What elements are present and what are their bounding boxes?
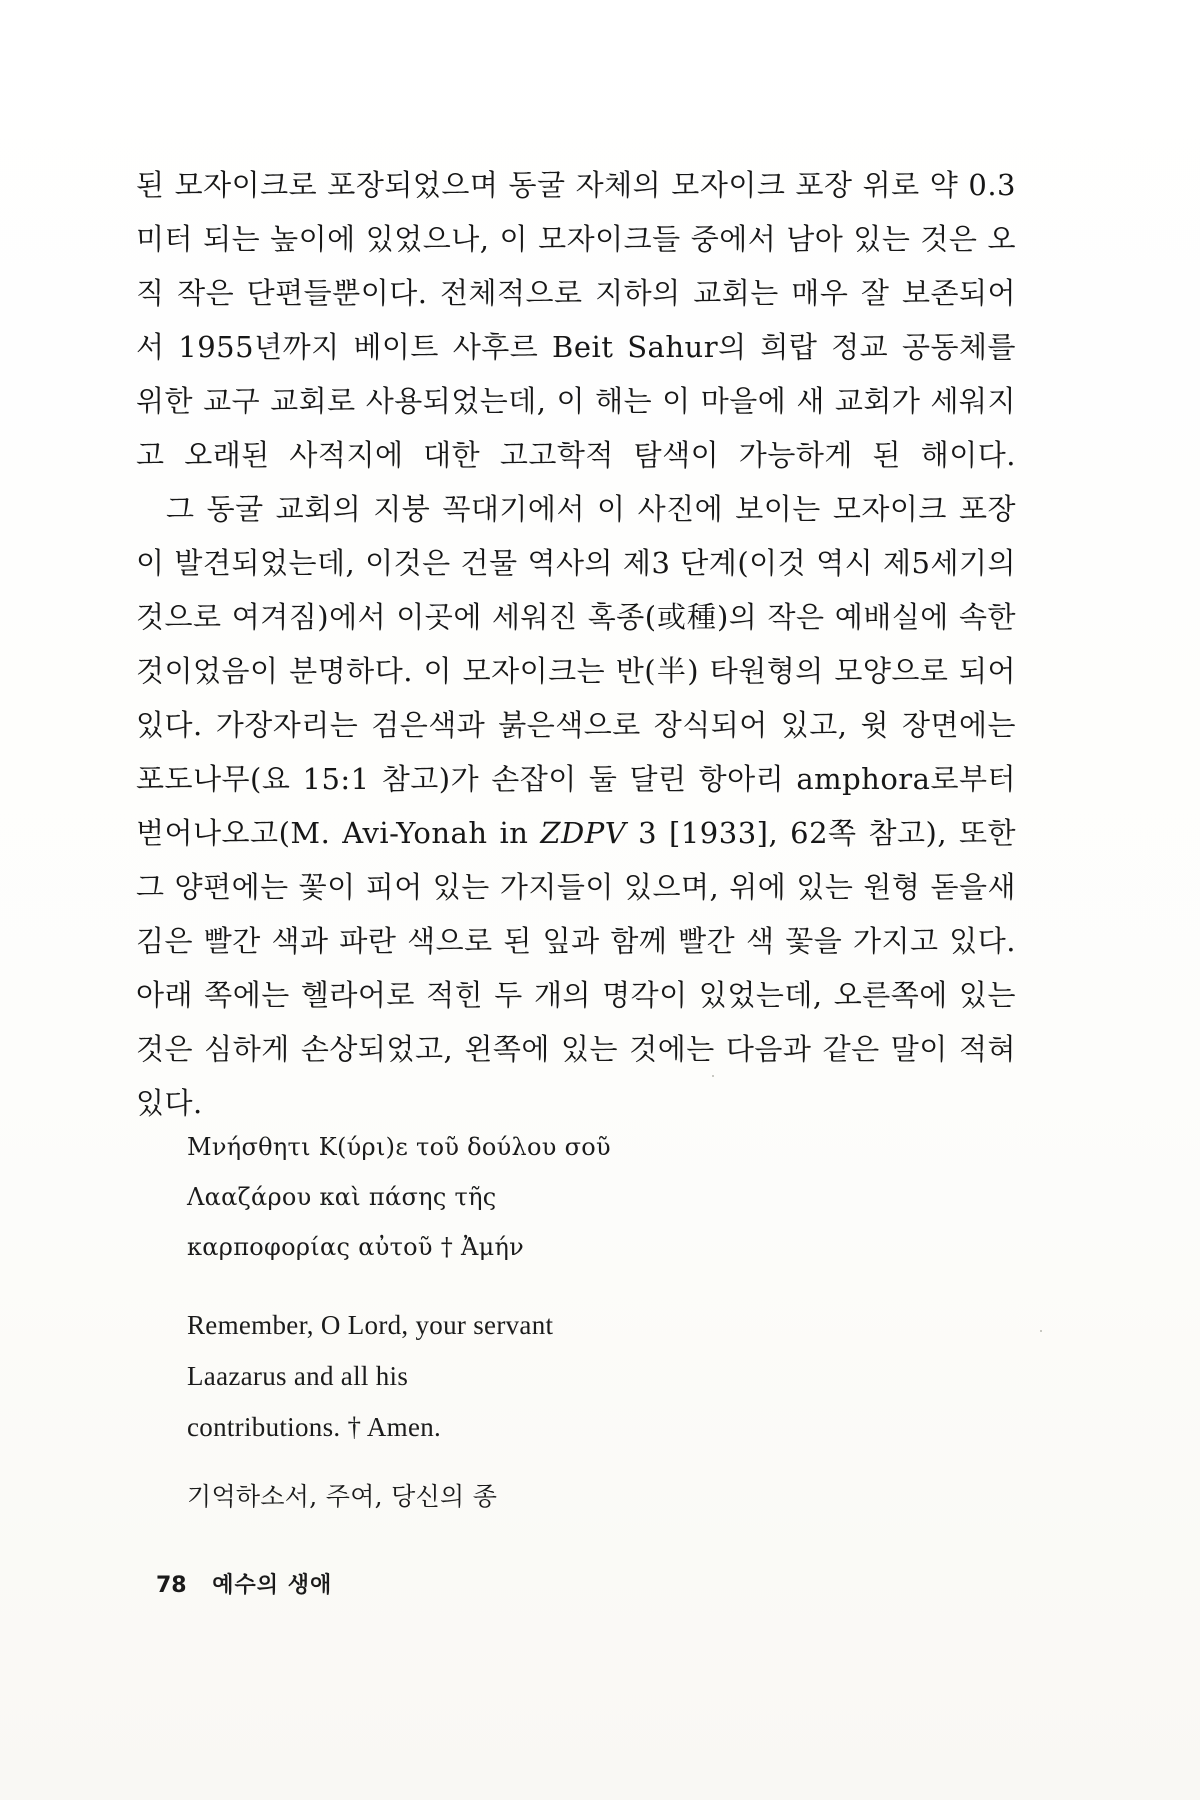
paper-speck	[1040, 1330, 1042, 1332]
greek-inscription-line: Λααζάρου καὶ πάσης τῆς	[187, 1183, 497, 1211]
english-translation-line: Remember, O Lord, your servant	[187, 1310, 554, 1340]
paragraph-2	[136, 482, 1016, 1130]
paper-speck	[712, 1075, 714, 1077]
paragraph-1	[136, 158, 1016, 482]
greek-inscription-line: καρποφορίας αὐτοῦ † Ἀμήν	[187, 1233, 525, 1261]
running-title: 예수의 생애	[212, 1573, 333, 1598]
paragraph-2-text-continued: 3 [1933], 62쪽 참고), 또한 그 양편에는 꽃이 피어 있는 가지들이 있으며, 위에 있는 원형 돋을새김은 빨간 색과 파란 색으로 된 잎과 함께 빨간 색 꽃을 가지고 있다. 아래 쪽에는 헬라어로 적힌 두 개의 명각이 있었는데, 오른쪽에 있는 것은 심하게 손상되었고, 왼쪽에 있는 것에는 다음과 같은 말이 적혀 있다.	[136, 816, 1017, 1120]
journal-abbreviation: ZDPV	[540, 816, 627, 850]
greek-inscription	[187, 1122, 611, 1272]
page-number: 78	[156, 1573, 187, 1598]
korean-translation	[187, 1472, 497, 1522]
page-footer	[156, 1568, 332, 1599]
korean-translation-line: 기억하소서, 주여, 당신의 종	[187, 1482, 498, 1511]
paragraph-1-text: 된 모자이크로 포장되었으며 동굴 자체의 모자이크 포장 위로 약 0.3미터 되는 높이에 있었으나, 이 모자이크들 중에서 남아 있는 것은 오직 작은 단편들뿐이다. 전체적으로 지하의 교회는 매우 잘 보존되어서 1955년까지 베이트 사후르 Beit Sahur의 희랍 정교 공동체를 위한 교구 교회로 사용되었는데, 이 해는 이 마을에 새 교회가 세워지고 오래된 사적지에 대한 고고학적 탐색이 가능하게 된 해이다.	[136, 168, 1016, 472]
english-translation-line: contributions. † Amen.	[187, 1412, 442, 1442]
english-translation-line: Laazarus and all his	[187, 1361, 409, 1391]
paragraph-2-text: 그 동굴 교회의 지붕 꼭대기에서 이 사진에 보이는 모자이크 포장이 발견되었는데, 이것은 건물 역사의 제3 단계(이것 역시 제5세기의 것으로 여겨짐)에서 이곳에 세워진 혹종(或種)의 작은 예배실에 속한 것이었음이 분명하다. 이 모자이크는 반(半) 타원형의 모양으로 되어 있다. 가장자리는 검은색과 붉은색으로 장식되어 있고, 윗 장면에는 포도나무(요 15:1 참고)가 손잡이 둘 달린 항아리 amphora로부터 벋어나오고(M. Avi-Yonah in	[136, 492, 1016, 850]
english-translation	[187, 1300, 553, 1453]
greek-inscription-line: Μνήσθητι Κ(ύρι)ε τοῦ δούλου σοῦ	[187, 1133, 611, 1161]
body-text	[136, 158, 1016, 1130]
